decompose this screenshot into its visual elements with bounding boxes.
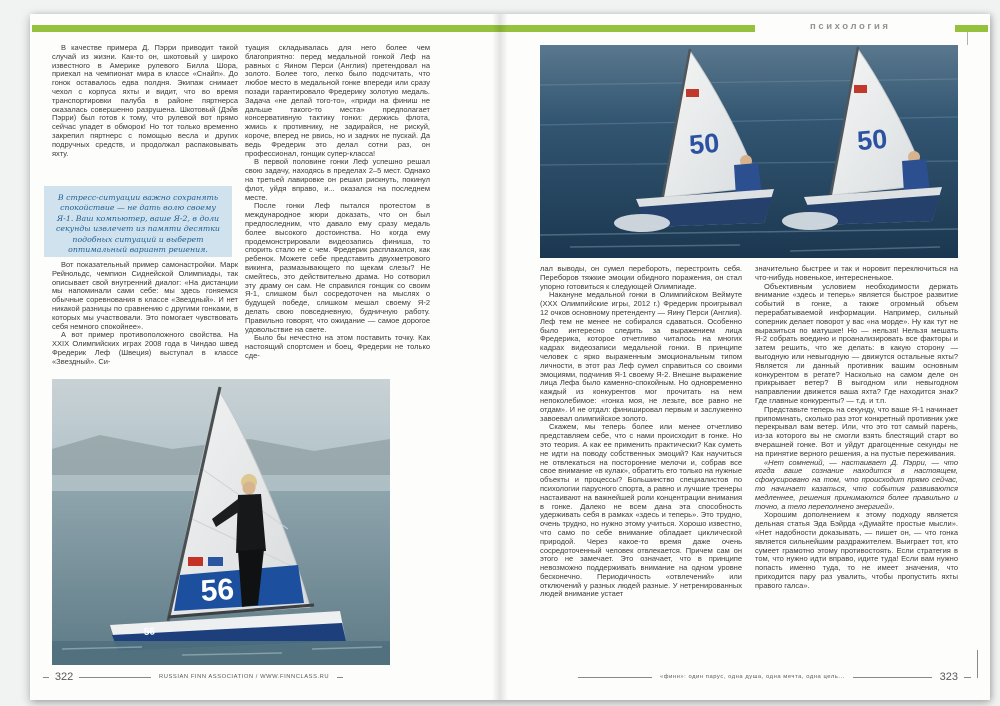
sail-logo-red	[686, 89, 699, 97]
sponsor-logo-blue	[208, 557, 223, 566]
photo-finn-race-50	[540, 45, 958, 258]
photo-finn-dinghy-56-art	[52, 379, 390, 665]
right-column-1	[540, 265, 742, 664]
sail-number: 50	[687, 127, 721, 161]
paragraph: А вот пример противоположного свойства. На XXIX Олимпийских играх 2008 года в Чиндао швед Фредерик Леф (Швеция) выступал в классе «Звездный». Си-	[52, 330, 238, 366]
footer-left	[43, 670, 343, 684]
paragraph: значительно быстрее и так и норовит переключиться на что-нибудь новенькое, интересненькое.	[755, 265, 958, 282]
sailor-torso	[902, 159, 930, 193]
quote-paragraph: «Нет сомнений, — настаивает Д. Пэрри, — что когда ваше сознание находится в настоящем, сфокусировано на том, что происходит прямо сейчас, то начинает казаться, что события развиваются медленнее, решения принимаются более правильно и точно, а тело переполнено энергией».	[755, 457, 958, 511]
paragraph: туация складывалась для него более чем благоприятно: перед медальной гонкой Леф на равных с Яином Перси (Англия) претендовал на золото. Более того, легко было подсчитать, что любое место в медальной гонке впереди или сразу позади гарантировало Фредерику золотую медаль. Задача «не делай того-то», «приди на финиш не дальше такого-то места» предполагает консервативную тактику гонки: держись флота, жмись к противнику, не задирайся, не рискуй, короче, вперед не рвись, но и задних не пускай. Да ведь Фредерик это делал сотни раз, он профессионал, гонщик супер-класса!	[245, 44, 430, 158]
callout-text: В стресс-ситуации важно сохранять спокойствие — не дать волю своему Я-1. Ваш компьютер, ваше Я-2, в доли секунды извлечет из памяти десятки подобных ситуаций и выберет оптимальный вариант решения.	[56, 193, 220, 255]
footer-dash	[43, 677, 49, 678]
page-number-right: 323	[939, 671, 958, 683]
footer-association-text: RUSSIAN FINN ASSOCIATION / WWW.FINNCLASS.RU	[159, 674, 330, 680]
paragraph: Накануне медальной гонки в Олимпийском Веймуте (XXX Олимпийские игры, 2012 г.) Фредерик проигрывал 12 очков основному претенденту — Яину Перси (Англия). Леф тем не менее не собирался сдаваться. Особенно было интересно следить за выражением лица Фредерика, которое отчетливо читалось на многих кадрах видеозаписи медальной гонки. В принципе человек с ярко выраженным эмоциональным типом личности, в этот раз Леф сумел справиться со своими эмоциями, подчинив Я-1 своему Я-2. Внешне выражение лица Лефа было каменно-спокойным. Но одновременно каждый из конкурентов мог прочитать на нем непоколебимое: «гонка моя, не лезьте, все равно не отдам». И не отдал: финишировал первым и заслуженно завоевал олимпийское золото.	[540, 290, 742, 423]
sponsor-logo-red	[188, 557, 203, 566]
paragraph: После гонки Леф пытался протестом в международное жюри доказать, что он был предпоследним, что давало ему сразу медаль более высокого достоинства. Но когда ему продемонстрировали видеозапись финиша, то спорить стало не с чем. Фредерик расплакался, как ребенок. Можете себе представить двухметрового викинга, размазывающего по щекам слезы? Не смейтесь, это действительно драма. Но сотворил эту драму он сам. Не справился гонщик со своим Я-1, слишком был сосредоточен на мыслях о будущей победе, слишком мешал своему Я-2 делать свою повседневную, будничную работу. Правильно говорят, что ожидание — самое дорогое удовольствие на свете.	[245, 201, 430, 334]
sail-logo-red	[854, 85, 867, 93]
paragraph: лал выводы, он сумел перебороть, перестроить себя. Переборов тяжкие эмоции обидного поражения, он стал упорно готовиться к следующей Олимпиаде.	[540, 265, 742, 291]
footer-dash	[337, 677, 343, 678]
left-column-1-bottom	[52, 261, 238, 374]
page-number-left: 322	[54, 671, 74, 683]
right-column-2	[755, 265, 958, 664]
paragraph: Хорошим дополнением к этому подходу является дельная статья Эда Бэйрда «Думайте простые мысли». «Нет надобности доказывать, — пишет он, — что гонка является сильнейшим раздражителем. Выиграет тот, кто сумеет грамотно этому противостоять. Если стратегия в том, что нужно идти вправо, идите туда! Если вам нужно попасть именно туда, то не имеет значения, что приходится пару раз увалить, чтобы пропустить яхты правого галса».	[755, 510, 958, 590]
hull-number: 56	[143, 626, 156, 638]
footer-motto-text: «финн»: один парус, одна душа, одна мечта, одна цель...	[660, 674, 845, 680]
footer-dash	[964, 677, 971, 678]
sail-number: 50	[855, 123, 889, 157]
footer-rule	[853, 677, 932, 678]
paragraph: В качестве примера Д. Пэрри приводит такой случай из жизни. Как-то он, шкотовый у широко известного в Америке рулевого Билла Шора, приехал на чемпионат мира в классе «Снайп». До гонок оставалось едва полдня. Экипаж снимает чехол с корпуса яхты и видит, что во время транспортировки палуба в районе пяртнерса оказалась совершенно разрушена. Шкотовый (Дэйв Пэрри) был готов к тому, что рулевой вот прямо сейчас упадет в обморок! Но тот только временно закрепил пяртнерс с помощью весла и других подручных средств, и продолжал распаковывать яхту.	[52, 44, 238, 158]
section-label: психология	[810, 21, 891, 32]
paragraph: Представьте теперь на секунду, что ваше Я-1 начинает припоминать, сколько раз этот конкретный противник уже перекрывал вам ветер. Или, что это тот самый парень, из-за которого вы не смогли взять блестящий старт во вчерашней гонке. Вот и уйдут драгоценные секунды не на принятие верного решения, а на пустые переживания.	[755, 404, 958, 458]
left-column-1-top	[52, 44, 238, 184]
page-spread	[30, 14, 990, 700]
sailor-torso	[236, 494, 266, 553]
foreground-water	[52, 641, 390, 665]
paragraph: Объективным условием необходимости держать внимание «здесь и теперь» является быстрое развитие событий в гонке, а также огромный объем перерабатываемой информации. Например, сильный соперник делает поворот у вас «на морде». Ну как тут не выразиться по матушке! Но — нельзя! Нельзя мешать Я-2 собрать воедино и проанализировать все факторы и затем решить, что же делать: в какую сторону — выгодную или невыгодную — движутся остальные яхты? Является ли данный противник вашим основным конкурентом в регате? Насколько на самом деле он прикрывает ветер? В выгодном или невыгодном направлении движется ваша яхта? Где находится знак? Где главные конкуренты? — т.д. и т.п.	[755, 281, 958, 405]
paragraph: Вот показательный пример самонастройки. Марк Рейнольдс, чемпион Сиднейской Олимпиады, так описывает свой внутренний диалог: «На дистанции мы напоминали сами себе: мы здесь гоняемся обычные соревнования в классе «Звездный». И нет никакой разницы по сравнению с другими гонками, в которых мы участвовали. Это помогает чувствовать себя немного спокойнее».	[52, 261, 238, 331]
footer-corner-mark	[977, 650, 978, 678]
bow-spray	[782, 212, 838, 230]
sailor-face	[243, 482, 256, 495]
left-column-2	[245, 44, 430, 374]
page-fold	[492, 14, 508, 700]
top-accent-bar	[32, 25, 755, 32]
footer-right	[578, 670, 978, 684]
paragraph: В первой половине гонки Леф успешно решал свою задачу, находясь в пределах 2–5 мест. Однако на третьей лавировке он решил рискнуть, покинул флот, уйдя вправо, и... оказался на последнем месте.	[245, 157, 430, 202]
paragraph: Скажем, мы теперь более или менее отчетливо представляем себе, что с нами происходит в гонке. Но это теория. А как ее применить практически? Как суметь не идти на поводу собственных эмоций? Как научиться не отвлекаться на посторонние мелочи и, собрав все свое внимание «в кулак», обратить его только на нужные объекты и процессы? Большинство специалистов по психологии парусного спорта, а равно и лучшие тренеры настаивают на важнейшей роли концентрации внимания в гонке. Далеко не всем дана эта способность удерживать себя в рамках «здесь и теперь». Это трудно, очень трудно, но нужно этому учиться. Хорошо известно, что само по себе внимание обладает циклической природой. Через какое-то время даже очень сосредоточенный человек отвлекается. Причем сам он этого не замечает. Это означает, что в принципе невозможно поддерживать внимание на одном уровне бесконечно. Периодичность «отвлечений» или отключений у разных людей разные. У нетренированных людей внимание устает	[540, 422, 742, 599]
bow-spray	[614, 214, 670, 232]
photo-finn-dinghy-56	[52, 379, 390, 665]
corner-accent-tab	[955, 25, 988, 32]
photo-finn-race-50-art	[540, 45, 958, 258]
footer-rule	[578, 677, 652, 678]
sail-number: 56	[199, 572, 236, 609]
callout-box	[44, 186, 232, 257]
paragraph: Было бы нечестно на этом поставить точку. Как настоящий спортсмен и боец, Фредерик не только сде-	[245, 333, 430, 360]
footer-rule	[79, 677, 151, 678]
corner-tick	[967, 32, 968, 45]
